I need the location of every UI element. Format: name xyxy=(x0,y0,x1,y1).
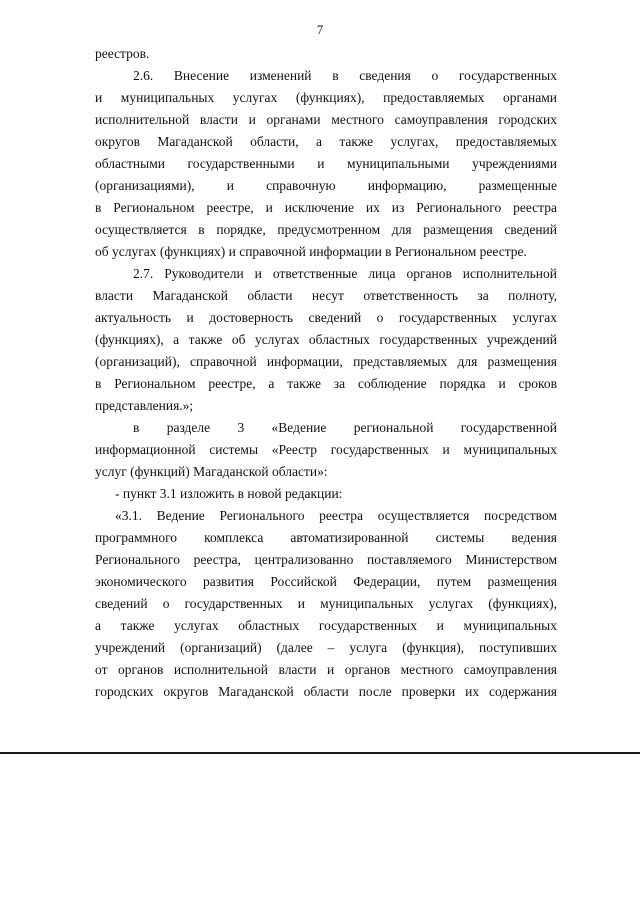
section-3-line: услуг (функций) Магаданской области»: xyxy=(95,464,328,479)
paragraph-3-1-line: экономического развития Российской Федерации, путем размещения xyxy=(95,574,557,589)
paragraph-2-7-line: власти Магаданской области несут ответственность за полноту, xyxy=(95,288,557,303)
paragraph-2-6-line: округов Магаданской области, а также услугах, предоставляемых xyxy=(95,134,557,149)
paragraph-2-6-line: об услугах (функциях) и справочной информации в Региональном реестре. xyxy=(95,244,527,259)
paragraph-2-6-line: и муниципальных услугах (функциях), предоставляемых органами xyxy=(95,90,557,105)
paragraph-2-7-line: в Региональном реестре, а также за соблюдение порядка и сроков xyxy=(95,376,557,391)
paragraph-2-6-line: в Региональном реестре, и исключение их из Регионального реестра xyxy=(95,200,557,215)
section-3-line: в разделе 3 «Ведение региональной государственной xyxy=(133,420,557,435)
text-line: реестров. xyxy=(95,46,150,61)
paragraph-3-1-line: городских округов Магаданской области после проверки их содержания xyxy=(95,684,557,699)
paragraph-3-1-line: Регионального реестра, централизованно поставляемого Министерством xyxy=(95,552,557,567)
paragraph-2-7-line: (функциях), а также об услугах областных государственных учреждений xyxy=(95,332,557,347)
paragraph-3-1-line: от органов исполнительной власти и органов местного самоуправления xyxy=(95,662,557,677)
paragraph-2-7-line: 2.7. Руководители и ответственные лица органов исполнительной xyxy=(133,266,557,281)
paragraph-3-1-line: а также услугах областных государственных и муниципальных xyxy=(95,618,557,633)
paragraph-2-6-line: (организациями), и справочную информацию, размещенные xyxy=(95,178,557,193)
paragraph-3-1-line: «3.1. Ведение Регионального реестра осуществляется посредством xyxy=(115,508,557,523)
paragraph-2-7-line: представления.»; xyxy=(95,398,194,413)
item-3-1-intro: - пункт 3.1 изложить в новой редакции: xyxy=(115,486,343,501)
paragraph-2-6-line: исполнительной власти и органами местного самоуправления городских xyxy=(95,112,557,127)
page-bottom-rule xyxy=(0,752,640,754)
section-3-line: информационной системы «Реестр государственных и муниципальных xyxy=(95,442,557,457)
paragraph-3-1-line: учреждений (организаций) (далее – услуга (функция), поступивших xyxy=(95,640,557,655)
paragraph-2-7-line: (организаций), справочной информации, представляемых для размещения xyxy=(95,354,557,369)
paragraph-2-6-line: областными государственными и муниципальными учреждениями xyxy=(95,156,557,171)
page-number: 7 xyxy=(316,22,324,37)
paragraph-3-1-line: программного комплекса автоматизированной системы ведения xyxy=(95,530,557,545)
document-body xyxy=(95,43,557,703)
paragraph-2-6-line: 2.6. Внесение изменений в сведения о государственных xyxy=(133,68,557,83)
paragraph-2-7-line: актуальность и достоверность сведений о государственных услугах xyxy=(95,310,557,325)
paragraph-2-6-line: осуществляется в порядке, предусмотренном для размещения сведений xyxy=(95,222,557,237)
paragraph-3-1-line: сведений о государственных и муниципальных услугах (функциях), xyxy=(95,596,557,611)
